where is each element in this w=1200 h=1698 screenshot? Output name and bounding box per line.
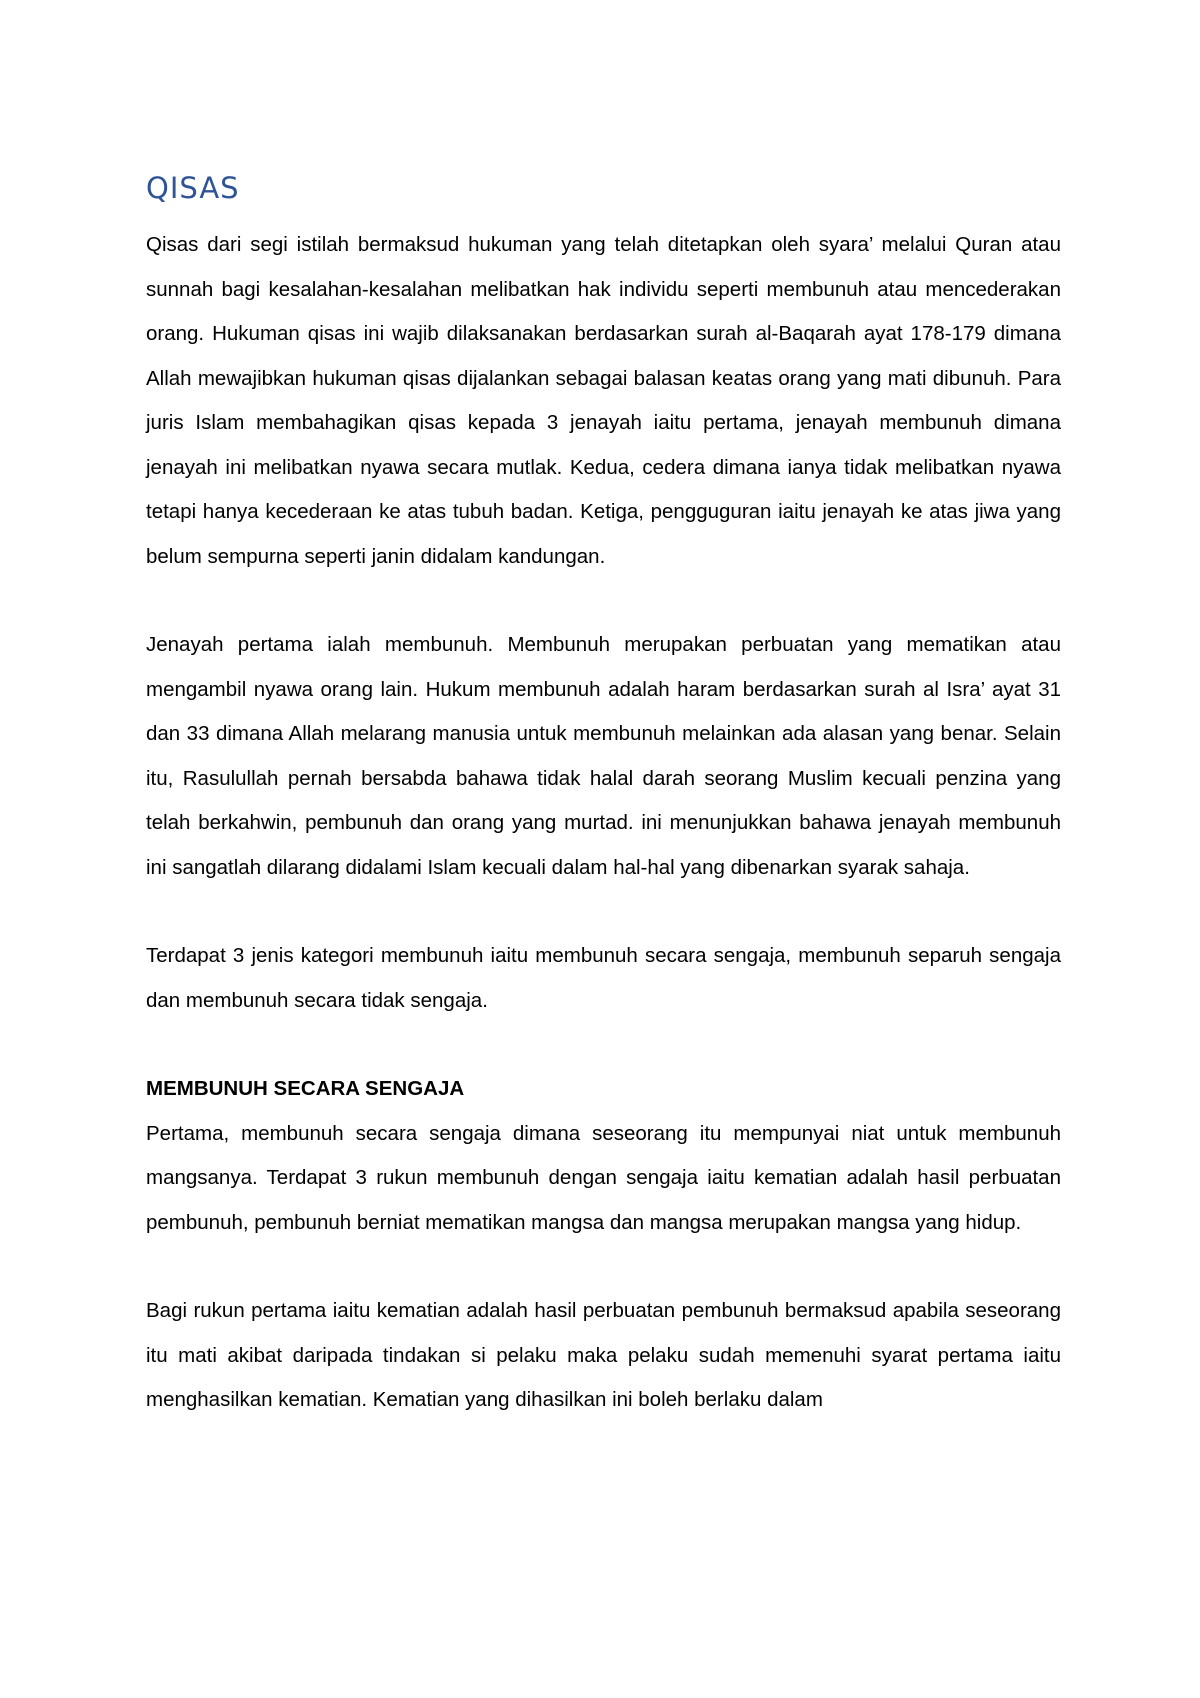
section-heading-intentional-murder: MEMBUNUH SECARA SENGAJA (146, 1077, 465, 1100)
document-title: QISAS (146, 171, 240, 205)
paragraph-intentional-murder: Pertama, membunuh secara sengaja dimana seseorang itu mempunyai niat untuk membunuh mangsanya. Terdapat 3 rukun membunuh dengan sengaja iaitu kematian adalah hasil perbuatan pembunuh, pembunuh berniat mematikan mangsa dan mangsa merupakan mangsa yang hidup. (146, 1121, 1061, 1234)
document-body (146, 166, 1061, 1423)
paragraph-first-crime-murder: Jenayah pertama ialah membunuh. Membunuh merupakan perbuatan yang mematikan atau mengambil nyawa orang lain. Hukum membunuh adalah haram berdasarkan surah al Isra’ ayat 31 dan 33 dimana Allah melarang manusia untuk membunuh melainkan ada alasan yang benar. Selain itu, Rasulullah pernah bersabda bahawa tidak halal darah seorang Muslim kecuali penzina yang telah berkahwin, pembunuh dan orang yang murtad. ini menunjukkan bahawa jenayah membunuh ini sangatlah dilarang didalami Islam kecuali dalam hal-hal yang dibenarkan syarak sahaja. (146, 633, 1061, 879)
paragraph-first-pillar: Bagi rukun pertama iaitu kematian adalah hasil perbuatan pembunuh bermaksud apabila seseorang itu mati akibat daripada tindakan si pelaku maka pelaku sudah memenuhi syarat pertama iaitu menghasilkan kematian. Kematian yang dihasilkan ini boleh berlaku dalam (146, 1299, 1061, 1411)
paragraph-murder-categories: Terdapat 3 jenis kategori membunuh iaitu membunuh secara sengaja, membunuh separuh sengaja dan membunuh secara tidak sengaja. (146, 944, 1061, 1012)
paragraph-qisas-definition: Qisas dari segi istilah bermaksud hukuman yang telah ditetapkan oleh syara’ melalui Quran atau sunnah bagi kesalahan-kesalahan melibatkan hak individu seperti membunuh atau mencederakan orang. Hukuman qisas ini wajib dilaksanakan berdasarkan surah al-Baqarah ayat 178-179 dimana Allah mewajibkan hukuman qisas dijalankan sebagai balasan keatas orang yang mati dibunuh. Para juris Islam membahagikan qisas kepada 3 jenayah iaitu pertama, jenayah membunuh dimana jenayah ini melibatkan nyawa secara mutlak. Kedua, cedera dimana ianya tidak melibatkan nyawa tetapi hanya kecederaan ke atas tubuh badan. Ketiga, pengguguran iaitu jenayah ke atas jiwa yang belum sempurna seperti janin didalam kandungan. (146, 233, 1061, 568)
